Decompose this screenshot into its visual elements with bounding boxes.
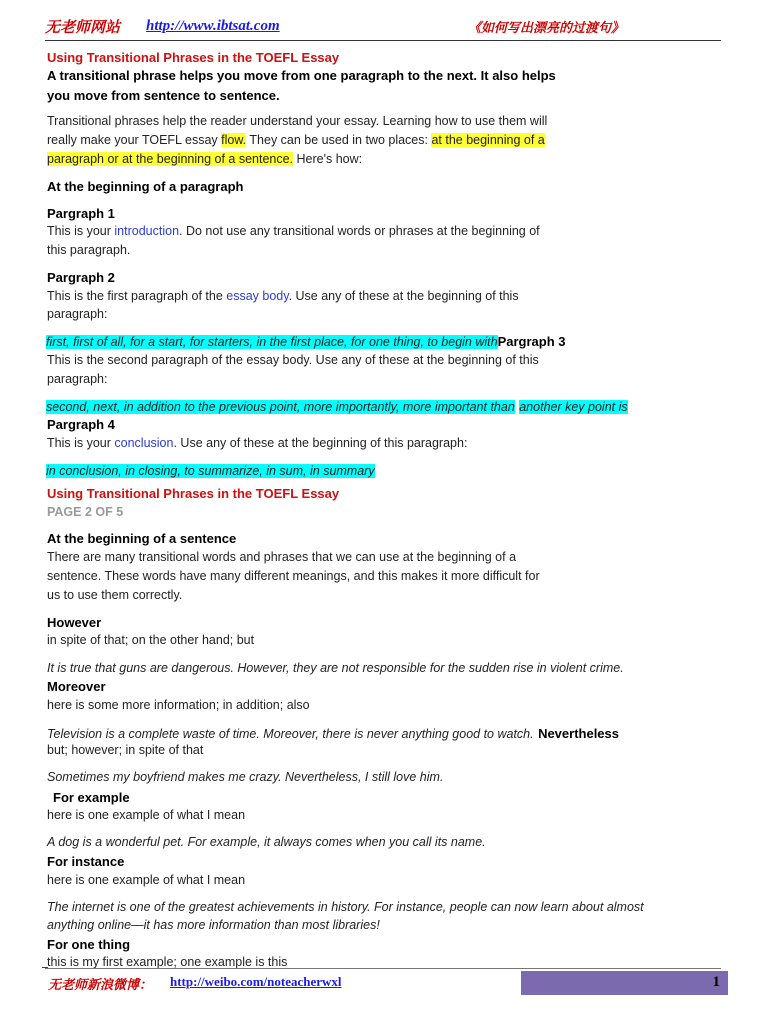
paragraph-3-examples-extra: another key point is [519, 400, 628, 414]
moreover-example: Television is a complete waste of time. Moreover, there is never anything good to watch. [47, 727, 534, 741]
for-one-thing-title: For one thing [47, 937, 131, 952]
section-2-intro-1: There are many transitional words and phrases that we can use at the beginning of a [47, 550, 517, 564]
nevertheless-example: Sometimes my boyfriend makes me crazy. Nevertheless, I still love him. [47, 770, 444, 784]
page-number-box [521, 971, 728, 995]
section-title: Using Transitional Phrases in the TOEFL Essay [47, 50, 340, 65]
paragraph-1-title: Pargraph 1 [47, 206, 115, 221]
paragraph-4-examples: in conclusion, in closing, to summarize, in sum, in summary [46, 464, 375, 478]
paragraph-3-line-1: This is the second paragraph of the essay body. Use any of these at the beginning of this [47, 353, 539, 367]
paragraph-2-title: Pargraph 2 [47, 270, 115, 285]
page-number: 1 [712, 974, 720, 990]
footer-weibo-label: 无老师新浪微博： [48, 978, 153, 993]
lead-line-2: you move from sentence to sentence. [47, 88, 280, 103]
flow-highlight: flow. [221, 133, 247, 147]
paragraph-1-line-2: this paragraph. [47, 243, 131, 257]
paragraph-3-title: Pargraph 3 [497, 334, 566, 349]
moreover-title: Moreover [47, 679, 106, 694]
essay-body-link[interactable]: essay body [226, 289, 289, 303]
paragraph-2-line-1: This is the first paragraph of the essay body. Use any of these at the beginning of this [47, 289, 519, 303]
paragraph-4-line-1: This is your conclusion. Use any of these at the beginning of this paragraph: [47, 436, 468, 450]
intro-line-1: Transitional phrases help the reader understand your essay. Learning how to use them will [47, 114, 548, 128]
doc-title-cn: 《如何写出漂亮的过渡句》 [468, 21, 625, 36]
however-meaning: in spite of that; on the other hand; but [47, 633, 255, 647]
however-example: It is true that guns are dangerous. However, they are not responsible for the sudden rise in violent crime. [47, 661, 624, 675]
paragraph-4-title: Pargraph 4 [47, 417, 115, 432]
nevertheless-title: Nevertheless [538, 726, 620, 741]
header-divider [45, 40, 721, 41]
paragraph-3-examples: second, next, in addition to the previous point, more importantly, more important than [46, 400, 515, 414]
for-instance-meaning: here is one example of what I mean [47, 873, 246, 887]
heading-beginning-paragraph: At the beginning of a paragraph [47, 179, 244, 194]
paragraph-3-line-2: paragraph: [47, 372, 108, 386]
footer-divider [45, 968, 721, 969]
however-title: However [47, 615, 102, 630]
heading-beginning-sentence: At the beginning of a sentence [47, 531, 237, 546]
for-instance-example-1: The internet is one of the greatest achievements in history. For instance, people can now learn about almost [47, 900, 644, 914]
paragraph-2-examples-row [46, 333, 566, 351]
site-name-cn: 无老师网站 [45, 18, 121, 36]
intro-line-3: paragraph or at the beginning of a sentence. Here's how: [47, 152, 363, 166]
highlight-beginning-sentence: at the beginning of a sentence. [122, 152, 294, 166]
paragraph-2-line-2: paragraph: [47, 307, 108, 321]
section-2-intro-3: us to use them correctly. [47, 588, 183, 602]
intro-line-2: really make your TOEFL essay flow. They can be used in two places: at the beginning of a [47, 133, 545, 147]
paragraph-3-examples-row [46, 398, 628, 416]
for-instance-example-2: anything online—it has more information than most libraries! [47, 918, 380, 932]
site-url-link[interactable]: http://www.ibtsat.com [146, 18, 280, 34]
paragraph-2-examples: first, first of all, for a start, for starters, in the first place, for one thing, to begin with [46, 335, 498, 349]
page-indicator: PAGE 2 OF 5 [47, 505, 124, 519]
for-example-title: For example [53, 790, 130, 805]
nevertheless-meaning: but; however; in spite of that [47, 743, 204, 757]
paragraph-4-examples-row [46, 462, 375, 480]
for-one-thing-meaning: this is my first example; one example is this [47, 955, 288, 969]
moreover-meaning: here is some more information; in addition; also [47, 698, 310, 712]
footer-weibo-link[interactable]: http://weibo.com/noteacherwxl [170, 974, 342, 989]
for-example-example: A dog is a wonderful pet. For example, it always comes when you call its name. [47, 835, 486, 849]
introduction-link[interactable]: introduction [114, 224, 180, 238]
conclusion-link[interactable]: conclusion [114, 436, 174, 450]
highlight-beginning-paragraph: at the beginning of a [431, 133, 545, 147]
lead-line-1: A transitional phrase helps you move from one paragraph to the next. It also helps [47, 68, 556, 83]
for-example-meaning: here is one example of what I mean [47, 808, 246, 822]
paragraph-1-line-1: This is your introduction. Do not use any transitional words or phrases at the beginning of [47, 224, 540, 238]
section-2-intro-2: sentence. These words have many different meanings, and this makes it more difficult for [47, 569, 540, 583]
section-2-title: Using Transitional Phrases in the TOEFL Essay [47, 486, 340, 501]
for-instance-title: For instance [47, 854, 125, 869]
